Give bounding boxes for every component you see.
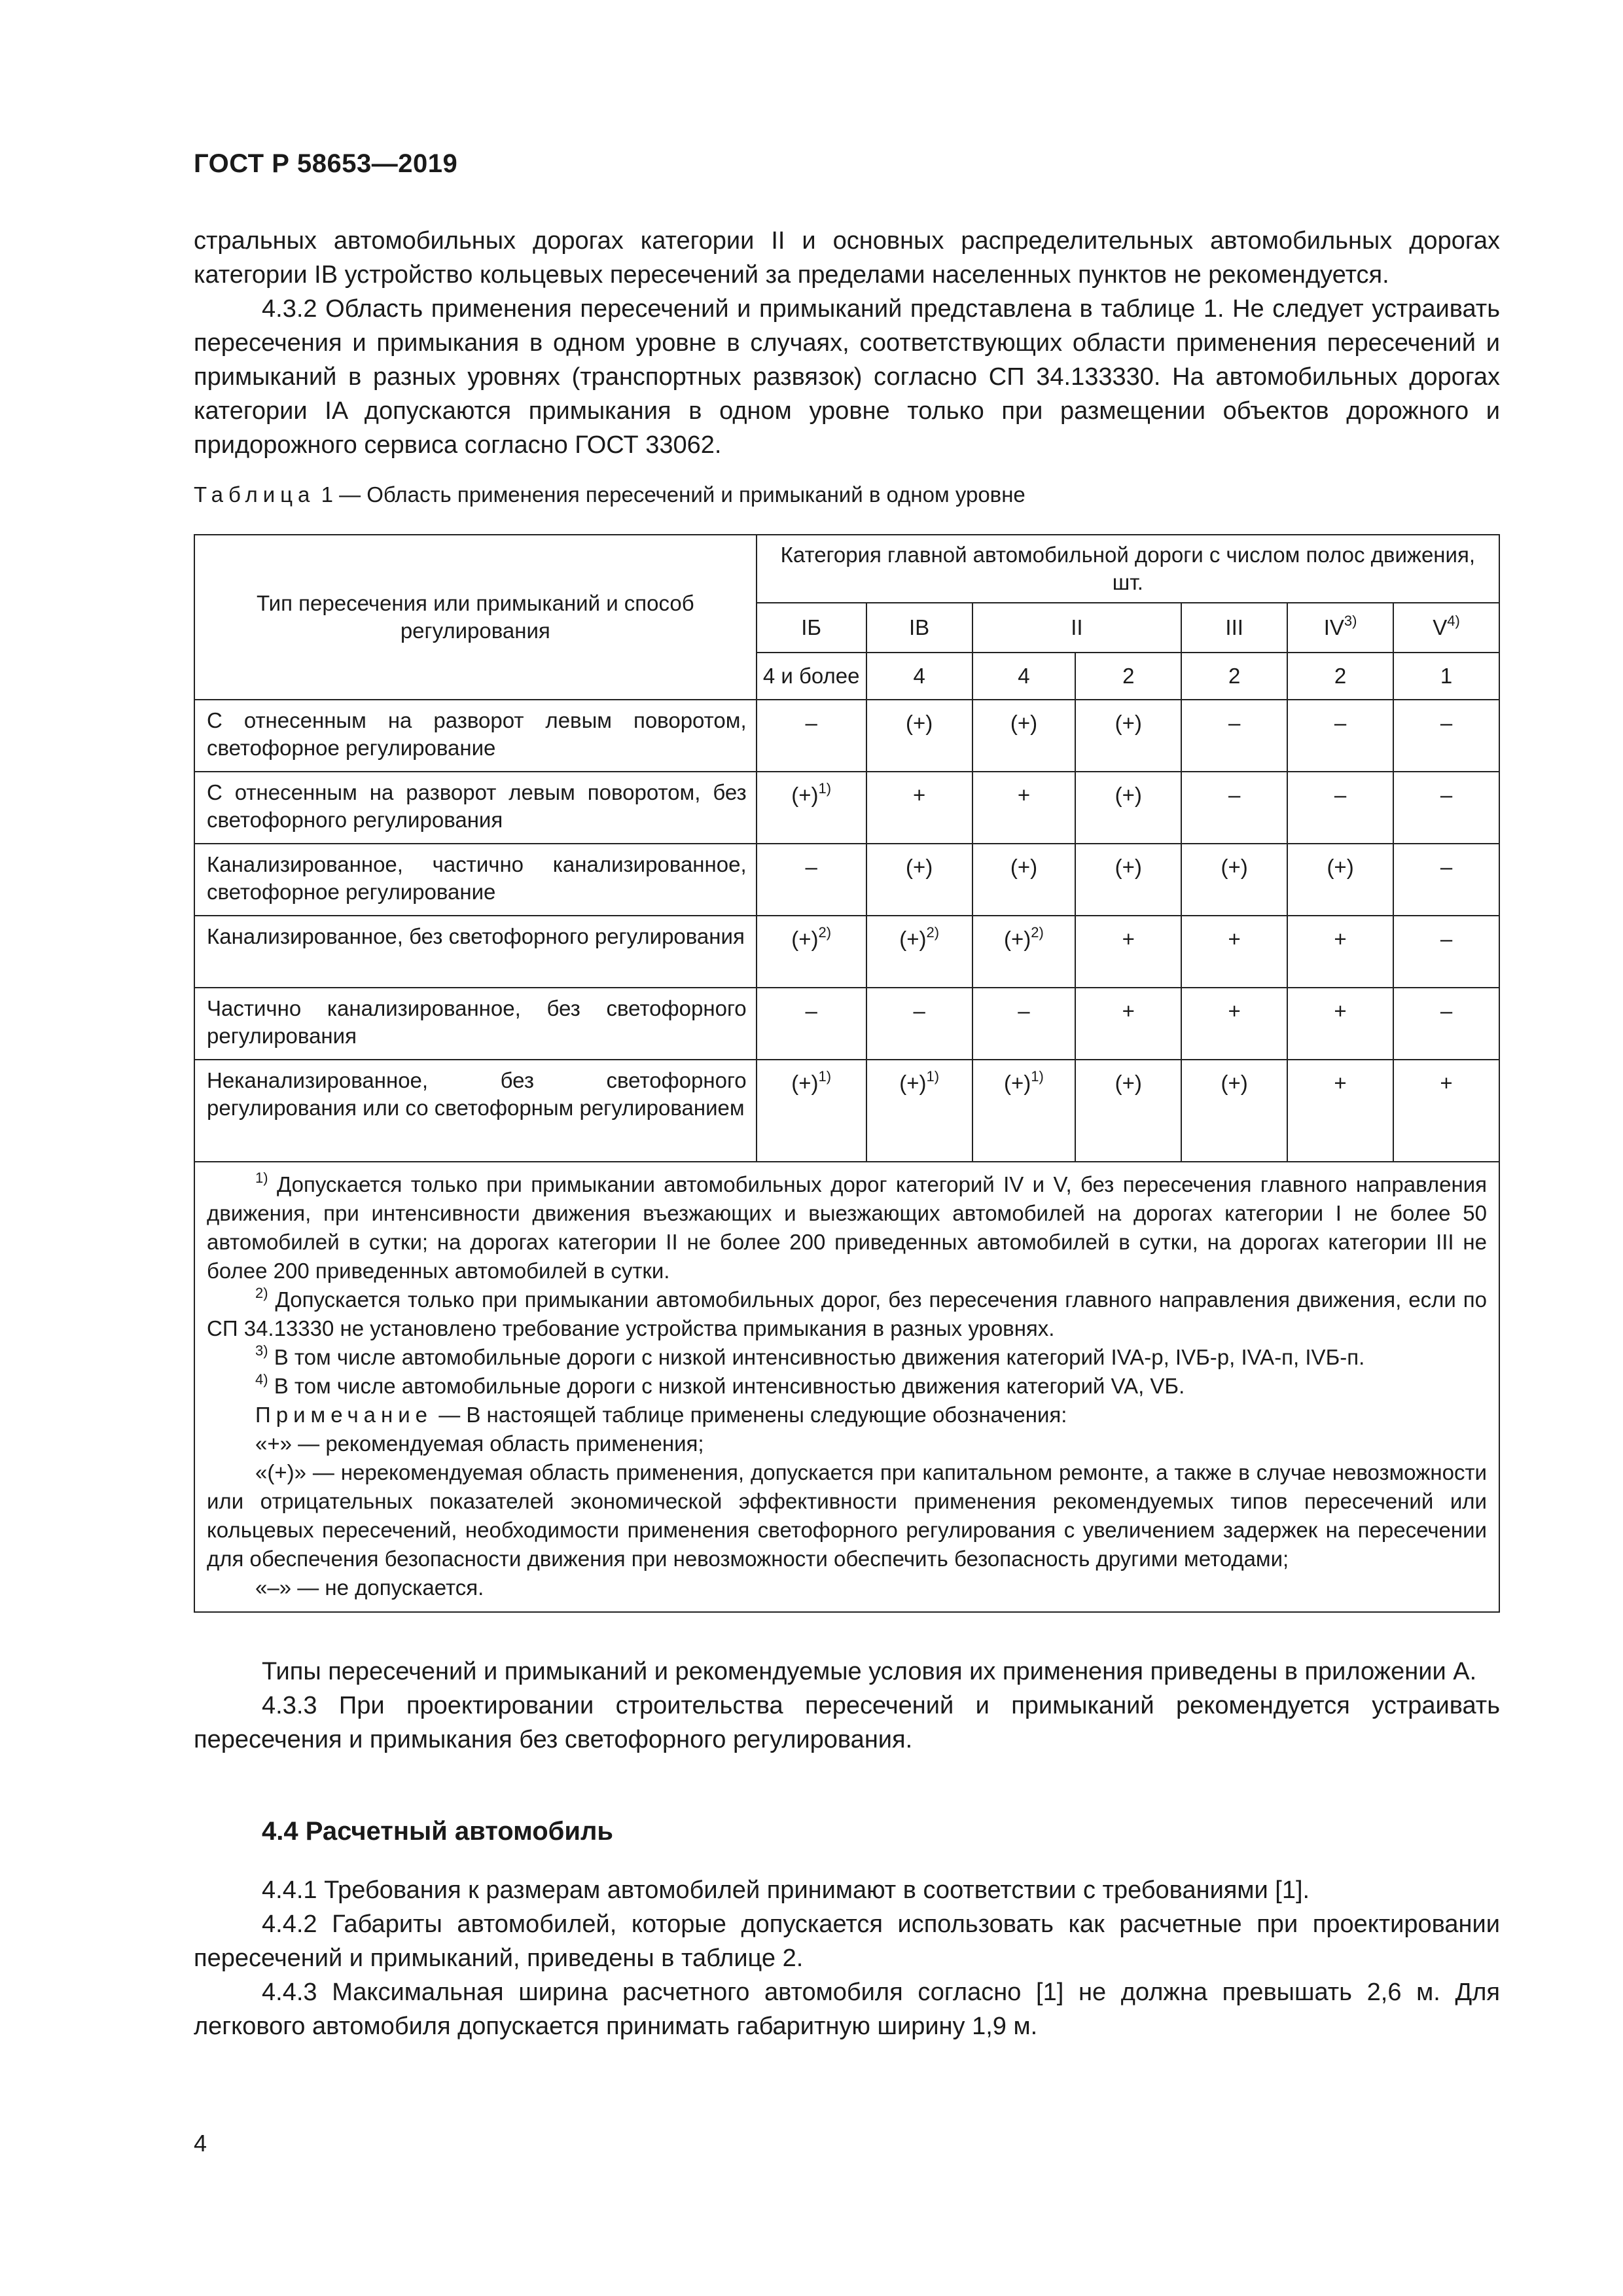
table-cell: – (1287, 772, 1393, 844)
table-row (194, 700, 1499, 772)
table-cell: + (1075, 916, 1181, 988)
table-cell: – (1393, 916, 1499, 988)
category-header-cell: II (972, 603, 1182, 653)
paragraph-4-4-2: 4.4.2 Габариты автомобилей, которые допускается использовать как расчетные при проектировании пересечений и примыканий, приведены в таблице 2. (194, 1910, 1500, 1972)
table-cell: (+) (1181, 1060, 1287, 1162)
paragraph-4-3-3: 4.3.3 При проектировании строительства пересечений и примыканий рекомендуется устраивать пересечения и примыкания без светофорного регулирования. (194, 1692, 1500, 1753)
legend-item: «–» — не допускается. (255, 1575, 484, 1600)
legend-item: «(+)» — нерекомендуемая область применения, допускается при капитальном ремонте, а также в случае невозможности или отрицательных показателей экономической эффективности применения рекомендуемых типов пересечений или кольцевых пересечений, необходимости применения светофорного регулирования с увеличением задержек на пересечении для обеспечения безопасности движения при невозможности обеспечить безопасность другими методами; (207, 1460, 1487, 1571)
table-cell: – (757, 988, 866, 1060)
footnote: $^{4)}$ В том числе автомобильные дороги с низкой интенсивностью движения категорий VA, VБ. (255, 1371, 1185, 1398)
paragraph-4-4-3: 4.4.3 Максимальная ширина расчетного автомобиля согласно [1] не должна превышать 2,6 м. Для легкового автомобиля допускается принимать габаритную ширину 1,9 м. (194, 1979, 1500, 2040)
row-label: Канализированное, частично канализированное, светофорное регулирование (194, 844, 757, 916)
table-cell: + (972, 772, 1076, 844)
applicability-table (194, 534, 1500, 1613)
table-cell: (+) (972, 844, 1076, 916)
table-row (194, 916, 1499, 988)
document-code-header: ГОСТ Р 58653—2019 (194, 149, 458, 178)
table-cell: + (1075, 988, 1181, 1060)
page-number: 4 (194, 2130, 207, 2157)
table-cell: – (1393, 700, 1499, 772)
table-cell: – (1393, 988, 1499, 1060)
table-cell: + (1393, 1060, 1499, 1162)
lane-count-cell: 4 (866, 653, 972, 700)
table-cell: – (1393, 844, 1499, 916)
section-4-4-text (194, 1873, 1500, 2043)
category-header-cell: III (1181, 603, 1287, 653)
category-header-cell: $V^{4)}$ (1393, 603, 1499, 653)
lane-count-cell: 4 и более (757, 653, 866, 700)
paragraph-4-3-2: 4.3.2 Область применения пересечений и примыканий представлена в таблице 1. Не следует устраивать пересечения и примыкания в одном уровне в случаях, соответствующих области применения пересечений и примыканий в разных уровнях (транспортных развязок) согласно СП 34.133330. На автомобильных дорогах категории IA допускаются примыкания в одном уровне только при размещении объектов дорожного и придорожного сервиса согласно ГОСТ 33062. (194, 295, 1500, 459)
table-cell: $(+)^{2)}$ (972, 916, 1076, 988)
table-row (194, 772, 1499, 844)
table-cell: (+) (1075, 772, 1181, 844)
table-cell: $(+)^{1)}$ (757, 1060, 866, 1162)
lane-count-cell: 2 (1075, 653, 1181, 700)
lane-count-cell: 2 (1287, 653, 1393, 700)
table-cell: – (1181, 700, 1287, 772)
paragraph-types: Типы пересечений и примыканий и рекомендуемые условия их применения приведены в приложении А. (262, 1658, 1477, 1685)
table-cell: + (1287, 1060, 1393, 1162)
table-cell: + (1287, 916, 1393, 988)
lane-count-cell: 4 (972, 653, 1076, 700)
table-cell: – (1181, 772, 1287, 844)
table-cell: $(+)^{1)}$ (972, 1060, 1076, 1162)
table-cell: – (757, 700, 866, 772)
row-label: Неканализированное, без светофорного регулирования или со светофорным регулированием (194, 1060, 757, 1162)
intro-text (194, 224, 1500, 462)
table-cell: (+) (1075, 1060, 1181, 1162)
table-cell: – (1287, 700, 1393, 772)
table-row (194, 844, 1499, 916)
row-label: Канализированное, без светофорного регулирования (194, 916, 757, 988)
paragraph-continuation: стральных автомобильных дорогах категории II и основных распределительных автомобильных дорогах категории IB устройство кольцевых пересечений за пределами населенных пунктов не рекомендуется. (194, 227, 1500, 289)
table-caption-title: 1 — Область применения пересечений и примыканий в одном уровне (321, 482, 1026, 507)
table-cell: $(+)^{1)}$ (757, 772, 866, 844)
paragraph-4-4-1: 4.4.1 Требования к размерам автомобилей принимают в соответствии с требованиями [1]. (262, 1876, 1310, 1904)
table-footnotes (194, 1162, 1499, 1612)
category-group-header: Категория главной автомобильной дороги с числом полос движения, шт. (757, 535, 1499, 603)
row-label: С отнесенным на разворот левым поворотом, без светофорного регулирования (194, 772, 757, 844)
table-row (194, 988, 1499, 1060)
table-caption-word: Таблица (194, 482, 315, 507)
table-cell: (+) (1181, 844, 1287, 916)
footnote: $^{1)}$ Допускается только при примыкании автомобильных дорог категорий IV и V, без пересечения главного направления движения, при интенсивности движения въезжающих и выезжающих автомобилей на дорогах категории I не более 50 автомобилей в сутки; на дорогах категории II не более 200 приведенных автомобилей в сутки, на дорогах категории III не более 200 приведенных автомобилей в сутки. (207, 1170, 1487, 1283)
table-cell: (+) (972, 700, 1076, 772)
table-caption (194, 482, 1026, 507)
table-cell: $(+)^{2)}$ (866, 916, 972, 988)
table-note: Примечание — В настоящей таблице применены следующие обозначения: (255, 1403, 1067, 1427)
lane-count-cell: 1 (1393, 653, 1499, 700)
table-row (194, 1060, 1499, 1162)
section-heading-4-4: 4.4 Расчетный автомобиль (262, 1817, 613, 1846)
footnote: $^{2)}$ Допускается только при примыкании автомобильных дорог, без пересечения главного направления движения, если по СП 34.13330 не установлено требование устройства примыкания в разных уровнях. (207, 1285, 1487, 1340)
table-cell: – (866, 988, 972, 1060)
table-cell: – (1393, 772, 1499, 844)
table-cell: + (1287, 988, 1393, 1060)
footnote: $^{3)}$ В том числе автомобильные дороги с низкой интенсивностью движения категорий IVA-р, IVБ-р, IVA-п, IVБ-п. (255, 1342, 1365, 1369)
table-cell: + (1181, 988, 1287, 1060)
category-header-cell: IБ (757, 603, 866, 653)
category-header-cell: IB (866, 603, 972, 653)
table-cell: – (757, 844, 866, 916)
row-label: Частично канализированное, без светофорного регулирования (194, 988, 757, 1060)
category-header-cell: IV$^{3)}$ (1287, 603, 1393, 653)
table-cell: – (972, 988, 1076, 1060)
table-cell: (+) (866, 844, 972, 916)
table-cell: $(+)^{2)}$ (757, 916, 866, 988)
table-cell: (+) (1075, 700, 1181, 772)
lane-count-cell: 2 (1181, 653, 1287, 700)
table-cell: (+) (866, 700, 972, 772)
legend-item: «+» — рекомендуемая область применения; (255, 1431, 704, 1456)
table-cell: (+) (1287, 844, 1393, 916)
after-table-text (194, 1655, 1500, 1757)
table-cell: $(+)^{1)}$ (866, 1060, 972, 1162)
type-column-header: Тип пересечения или примыканий и способ регулирования (194, 535, 757, 700)
table-cell: + (1181, 916, 1287, 988)
table-cell: (+) (1075, 844, 1181, 916)
table-cell: + (866, 772, 972, 844)
row-label: С отнесенным на разворот левым поворотом, светофорное регулирование (194, 700, 757, 772)
